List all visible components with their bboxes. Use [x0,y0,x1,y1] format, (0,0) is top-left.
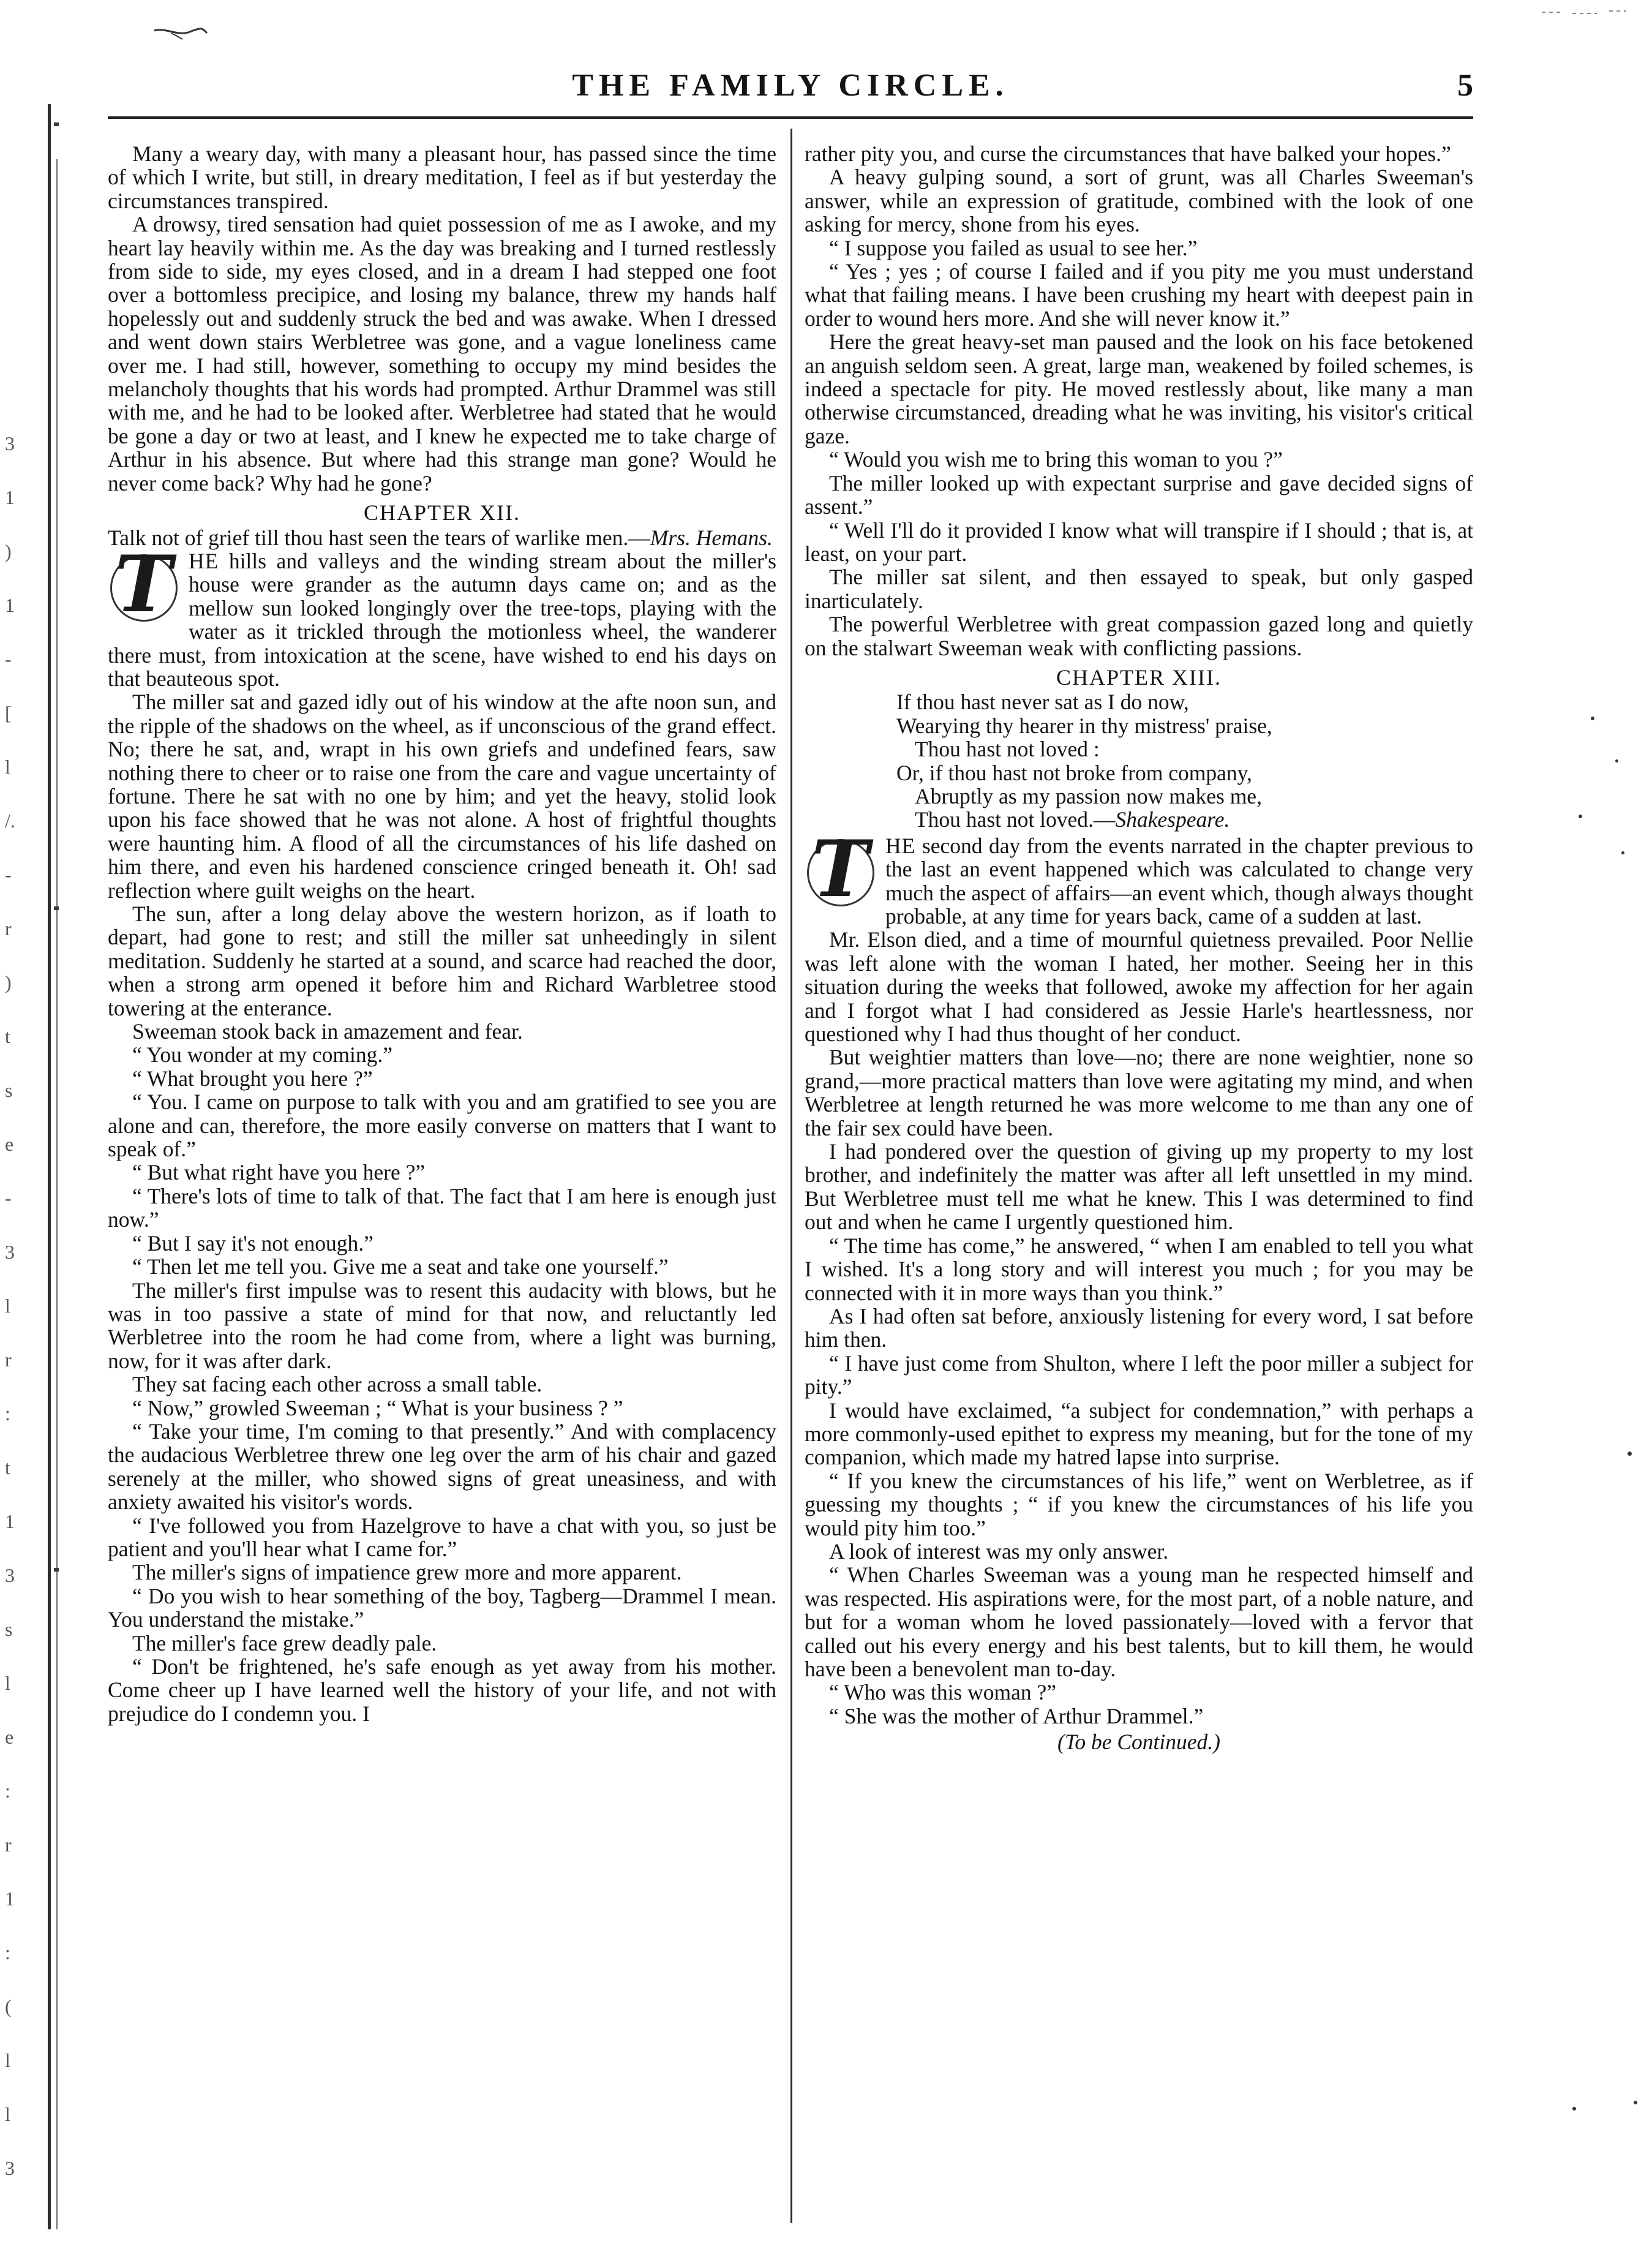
epigraph-text: Talk not of grief till thou hast seen the tears of warlike men.— [108,525,650,550]
margin-fragment: 1 [5,594,15,616]
paragraph: They sat facing each other across a small table. [132,1372,543,1397]
margin-fragment: l [5,2049,10,2071]
margin-fragment: l [5,2103,10,2125]
opening-caps: HE [189,548,219,573]
header-rule [108,116,1473,119]
paragraph: “ But what right have you here ?” [132,1160,426,1185]
paragraph: A look of interest was my only answer. [829,1538,1169,1564]
paragraph: “ Well I'll do it provided I know what will transpire if I should ; that is, at least, on your part. [805,518,1473,566]
drop-cap-letter: T [115,538,172,630]
paragraph: “ What brought you here ?” [132,1066,373,1091]
paragraph: rather pity you, and curse the circumstances that have balked your hopes.” [805,142,1451,166]
verse-last-line: Thou hast not loved.— [915,807,1116,832]
paragraph: “ Would you wish me to bring this woman to you ?” [829,447,1283,472]
paragraph: The miller sat silent, and then essayed to speak, but only gasped inarticulately. [805,565,1473,613]
chapter-heading: CHAPTER XII. [364,500,520,525]
verse-line: If thou hast never sat as I do now, [896,690,1189,715]
margin-fragment: 3 [5,2157,15,2179]
paragraph: “ But I say it's not enough.” [132,1230,374,1256]
margin-fragment: r [5,917,12,940]
paragraph: The miller sat and gazed idly out of his window at the afte noon sun, and the ripple of the shadows on the wheel, as if unconscious of the grand effect. No; there he sat, and, wrapt in his own griefs and undefined fears, saw nothing there to cheer or to raise one from the care and vague uncertainty of fortune. There he sat with no one by him; and yet the heavy, stolid look upon his face showed that he was not alone. A host of frightful thoughts were haunting him. A flood of all the circumstances of his life dashed on him there, and even his hardened conscience cringed beneath it. Oh! sad reflection where guilt weighs on the heart. [108,690,776,903]
paragraph: “ Do you wish to hear something of the boy, Tagberg—Drammel I mean. You understand the mistake.” [108,1583,776,1632]
right-column [805,142,1473,2218]
paragraph: I had pondered over the question of giving up my property to my lost brother, and indefinitely the matter was after all left unsettled in my mind. But Werbletree must tell me what he knew. This I was determined to find out and when he came I urgently questioned him. [805,1139,1473,1235]
margin-fragment: l [5,1672,10,1694]
binding-notch [54,1568,59,1572]
margin-fragment: : [5,1780,10,1802]
paragraph: “ I suppose you failed as usual to see her.” [829,235,1198,260]
opening-text: second day from the events narrated in the chapter previous to the last an event happened which was calculated to change very much the aspect of affairs—an event which, though always thought probable, at any time for years back, came of a sudden at last. [885,833,1473,928]
margin-fragment: r [5,1349,12,1371]
paragraph: “ I have just come from Shulton, where I left the poor miller a subject for pity.” [805,1350,1473,1399]
paragraph: “ You. I came on purpose to talk with you and am gratified to see you are alone and can, therefore, the more easily converse on matters that I want to speak of.” [108,1090,776,1162]
paragraph: Sweeman stook back in amazement and fear. [132,1019,523,1044]
margin-fragment: ) [5,540,12,562]
paragraph: “ Who was this woman ?” [829,1680,1057,1705]
margin-fragment: : [5,1941,10,1964]
chapter-heading: CHAPTER XIII. [1056,665,1222,690]
margin-fragment: 1 [5,1510,15,1532]
margin-fragment: 1 [5,486,15,508]
verse-line: Abruptly as my passion now makes me, [915,783,1262,808]
epigraph [108,526,776,549]
paragraph: “ Don't be frightened, he's safe enough as yet away from his mother. Come cheer up I have learned well the history of your life, and not with prejudice do I condemn you. I [108,1654,776,1726]
verse-line [896,808,1473,831]
running-header [108,67,1473,122]
drop-cap [108,538,179,630]
margin-fragment: 3 [5,1564,15,1586]
drop-cap [805,823,876,914]
paragraph: “ Take your time, I'm coming to that presently.” And with complacency the audacious Werbletree threw one leg over the arm of his chair and gazed serenely at the miller, who showed signs of great uneasiness, and with anxiety awaited his visitor's words. [108,1418,776,1515]
binding-edge-inner [56,159,58,2229]
binding-notch [54,122,59,126]
verse-line: Or, if thou hast not broke from company, [896,760,1252,785]
paragraph: Mr. Elson died, and a time of mournful quietness prevailed. Poor Nellie was left alone with the woman I hated, her mother. Seeing her in this situation during the weeks that followed, awoke my affection for her again and I forgot what I had considered as Jessie Harle's heartlessness, nor questioned why I had thus thought of her conduct. [805,927,1473,1047]
epigraph-attribution: Mrs. Hemans. [650,525,773,550]
verse-line: Wearying thy hearer in thy mistress' praise, [896,713,1272,738]
margin-fragment: r [5,1834,12,1856]
margin-fragment: s [5,1618,13,1640]
margin-fragment: e [5,1726,14,1748]
margin-fragment: : [5,1403,10,1425]
ink-speck [1634,2101,1637,2104]
paragraph: Many a weary day, with many a pleasant hour, has passed since the time of which I write, but still, in dreary meditation, I feel as if but yesterday the circumstances transpired. [108,142,776,213]
margin-fragment: - [5,864,12,886]
paragraph: A heavy gulping sound, a sort of grunt, was all Charles Sweeman's answer, while an expression of gratitude, combined with the look of one asking for mercy, shone from his eyes. [805,165,1473,237]
margin-fragment: ( [5,1995,12,2017]
margin-fragment: - [5,1187,12,1209]
page-number: 5 [1457,68,1473,103]
paragraph: The miller's face grew deadly pale. [132,1630,437,1655]
ink-speck [1572,2107,1576,2111]
paragraph: “ I've followed you from Hazelgrove to have a chat with you, so just be patient and you'll hear what I came for.” [108,1513,776,1561]
drop-cap-letter: T [811,823,869,914]
ink-speck [1621,851,1624,854]
margin-fragment: 1 [5,1888,15,1910]
verse-epigraph [896,690,1473,831]
verse-attribution: Shakespeare. [1115,807,1230,832]
margin-fragment: t [5,1456,10,1478]
ink-scratch-mark [153,24,208,42]
chapter-opening-paragraph [108,538,776,691]
paragraph: The powerful Werbletree with great compassion gazed long and quietly on the stalwart Sweeman weak with conflicting passions. [805,612,1473,660]
paragraph: “ Yes ; yes ; of course I failed and if you pity me you must understand what that failing means. I have been crushing my heart with deepest pain in order to wound hers more. And she will never know it.” [805,259,1473,331]
margin-fragment: - [5,648,12,670]
ink-speck [1628,1452,1632,1456]
margin-fragments [5,416,29,2195]
margin-fragment: 3 [5,432,15,454]
margin-fragment: 3 [5,1241,15,1263]
margin-fragment: [ [5,702,12,724]
margin-specks [1554,704,1652,2174]
margin-fragment: /. [5,810,15,832]
paragraph: “ You wonder at my coming.” [132,1042,392,1068]
ink-speck [1591,717,1594,720]
paragraph: The miller's first impulse was to resent this audacity with blows, but he was in too passive a state of mind for that now, and reluctantly led Werbletree into the room he had come from, where a light was burning, now, for it was after dark. [108,1278,776,1373]
paragraph: “ The time has come,” he answered, “ when I am enabled to tell you what I wished. It's a long story and will interest you much ; for you may be connected with it in more ways than you think.” [805,1233,1473,1305]
paragraph: “ When Charles Sweeman was a young man he respected himself and was respected. His aspirations were, for the most part, of a noble nature, and but for a woman whom he loved passionately—loved with a fervor that called out his every energy and his best talents, but to kill them, he would have been a benevolent man to-day. [805,1562,1473,1681]
opening-caps: HE [885,833,916,858]
left-column [108,142,776,2218]
ink-speck [1615,759,1618,763]
margin-fragment: l [5,1295,10,1317]
corner-dash-marks [1542,6,1628,24]
margin-fragment: l [5,756,10,778]
column-divider [790,129,792,2223]
paragraph: But weightier matters than love—no; there are none weightier, none so grand,—more practical matters than love were agitating my mind, and when Werbletree at length returned he was more welcome to me than any one of the fair sex could have been. [805,1045,1473,1140]
running-title: THE FAMILY CIRCLE. [572,68,1009,103]
margin-fragment: e [5,1133,14,1155]
paragraph: Here the great heavy-set man paused and the look on his face betokened an anguish seldom seen. A great, large man, weakened by foiled schemes, is indeed a spectacle for pity. He moved restlessly about, like many a man otherwise circumstanced, dreading what he was inviting, his visitor's critical gaze. [805,330,1473,448]
margin-fragment: ) [5,971,12,993]
margin-fragment: t [5,1025,10,1047]
paragraph: A drowsy, tired sensation had quiet possession of me as I awoke, and my heart lay heavily within me. As the day was breaking and I turned restlessly from side to side, my eyes closed, and in a dream I had stepped one foot over a bottomless precipice, and losing my balance, threw my hands half hopelessly out and suddenly struck the bed and was awake. When I dressed and went down stairs Werbletree was gone, and a vague loneliness came over me. I had still, however, something to occupy my mind besides the melancholy thoughts that his words had prompted. Arthur Drammel was still with me, and he had to be looked after. Werbletree had stated that he would be gone a day or two at least, and I knew he expected me to take charge of Arthur in his absence. But where had this strange man gone? Would he never come back? Why had he gone? [108,212,776,495]
paragraph: “ Now,” growled Sweeman ; “ What is your business ? ” [132,1395,623,1420]
paragraph: “ Then let me tell you. Give me a seat and take one yourself.” [132,1254,669,1279]
ink-speck [1579,815,1582,818]
margin-fragment: s [5,1079,13,1101]
binding-edge [48,104,51,2229]
chapter-opening-paragraph [805,823,1473,928]
paragraph: As I had often sat before, anxiously listening for every word, I sat before him then. [805,1303,1473,1352]
paragraph: I would have exclaimed, “a subject for condemnation,” with perhaps a more commonly-used epithet to express my meaning, but for the tone of my companion, which made my hatred lapse into surprise. [805,1398,1473,1470]
binding-notch [54,906,59,910]
paragraph: The miller looked up with expectant surprise and gave decided signs of assent.” [805,470,1473,519]
verse-line: Thou hast not loved : [915,737,1100,762]
paragraph: “ If you knew the circumstances of his life,” went on Werbletree, as if guessing my thoughts ; “ if you knew the circumstances of his life you would pity him too.” [805,1468,1473,1540]
paragraph: The sun, after a long delay above the western horizon, as if loath to depart, had gone to rest; and still the miller sat unheedingly in silent meditation. Suddenly he started at a sound, and scarce had reached the door, when a strong arm opened it before him and Richard Warbletree stood towering at the enterance. [108,902,776,1020]
paragraph: “ There's lots of time to talk of that. The fact that I am here is enough just now.” [108,1183,776,1232]
opening-text: hills and valleys and the winding stream about the miller's house were grander as the autumn days came on; and as the mellow sun looked longingly over the tree-tops, playing with the water as it trickled through the motionless wheel, the wanderer there must, from intoxication at the scene, have wished to end his days on that beauteous spot. [108,548,776,691]
paragraph: The miller's signs of impatience grew more and more apparent. [132,1560,682,1585]
paragraph: “ She was the mother of Arthur Drammel.” [829,1703,1204,1728]
continued-note: (To be Continued.) [1057,1730,1220,1755]
